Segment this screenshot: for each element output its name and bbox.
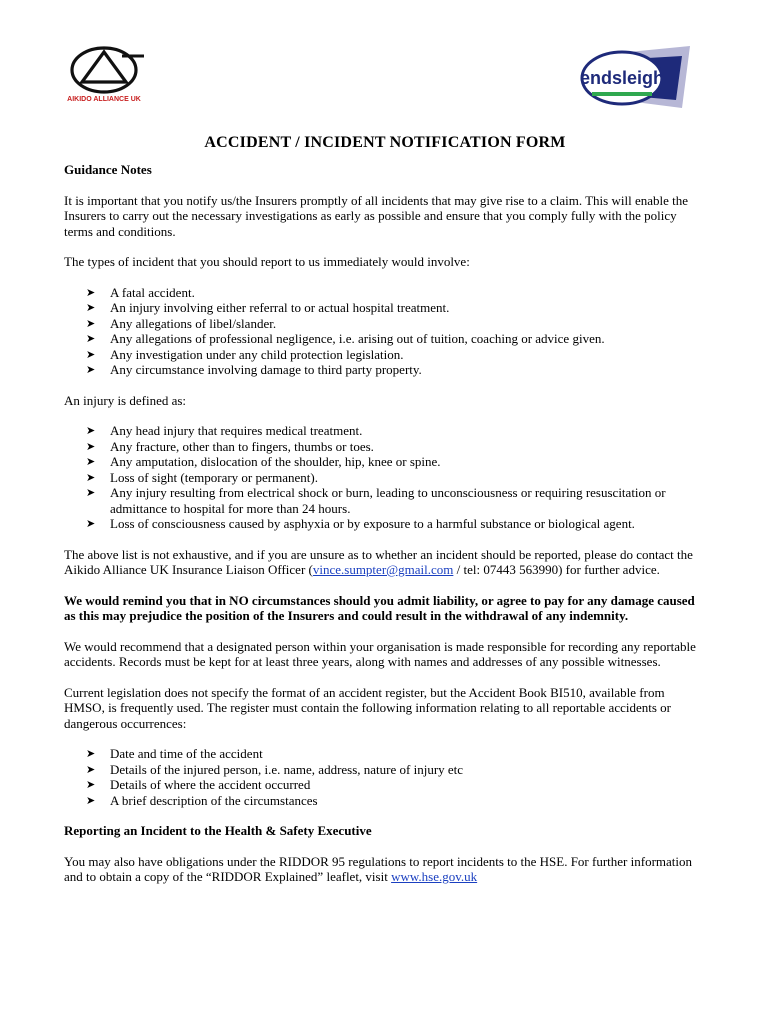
list-item: ➤ Any allegations of professional negligence, i.e. arising out of tuition, coaching or advice given. bbox=[86, 331, 605, 346]
arrow-bullet-icon: ➤ bbox=[86, 316, 96, 330]
liability-warning: We would remind you that in NO circumstances should you admit liability, or agree to pay for any damage caused as this may prejudice the position of the Insurers and could result in the withdrawal of any indemnity. bbox=[64, 592, 695, 623]
aikido-logo-graphic bbox=[64, 44, 150, 108]
arrow-bullet-icon: ➤ bbox=[86, 347, 96, 361]
list-item: ➤ Details of where the accident occurred bbox=[86, 777, 311, 792]
injury-intro: An injury is defined as: bbox=[64, 392, 187, 408]
arrow-bullet-icon: ➤ bbox=[86, 793, 96, 807]
arrow-bullet-icon: ➤ bbox=[86, 762, 96, 776]
list-item: ➤ Date and time of the accident bbox=[86, 746, 263, 761]
arrow-bullet-icon: ➤ bbox=[86, 470, 96, 484]
list-item: ➤ Any circumstance involving damage to third party property. bbox=[86, 362, 422, 377]
endsleigh-logo-graphic bbox=[578, 40, 694, 116]
form-title: ACCIDENT / INCIDENT NOTIFICATION FORM bbox=[204, 134, 566, 151]
aikido-logo-text: AIKIDO ALLIANCE UK bbox=[67, 96, 141, 103]
list-item: ➤ Any head injury that requires medical treatment. bbox=[86, 423, 363, 438]
incident-types-list bbox=[64, 285, 704, 378]
arrow-bullet-icon: ➤ bbox=[86, 332, 96, 345]
list-item: ➤ An injury involving either referral to or actual hospital treatment. bbox=[86, 300, 450, 315]
list-item: ➤ A fatal accident. bbox=[86, 284, 195, 300]
arrow-bullet-icon: ➤ bbox=[86, 747, 96, 760]
list-item: ➤ Any amputation, dislocation of the shoulder, hip, knee or spine. bbox=[86, 454, 441, 469]
list-item: ➤ Any investigation under any child protection legislation. bbox=[86, 346, 404, 362]
arrow-bullet-icon: ➤ bbox=[86, 517, 96, 530]
list-item: ➤ Loss of consciousness caused by asphyxia or by exposure to a harmful substance or biological agent. bbox=[86, 516, 635, 531]
list-item: ➤ A brief description of the circumstances bbox=[86, 792, 318, 808]
register-info-list bbox=[64, 746, 704, 808]
arrow-bullet-icon: ➤ bbox=[86, 363, 96, 376]
legislation-paragraph: Current legislation does not specify the format of an accident register, but the Accident Book BI510, available from HMSO, is frequently used. The register must contain the following information relating to all reportable accidents or dangerous occurrences: bbox=[64, 684, 671, 731]
hse-heading: Reporting an Incident to the Health & Safety Executive bbox=[64, 823, 372, 838]
hse-website-link[interactable]: www.hse.gov.uk bbox=[391, 869, 478, 884]
hse-paragraph: You may also have obligations under the RIDDOR 95 regulations to report incidents to the HSE. For further information and to obtain a copy of the “RIDDOR Explained” leaflet, visit www.hse.gov.uk bbox=[64, 853, 692, 884]
arrow-bullet-icon: ➤ bbox=[86, 486, 96, 499]
document-body bbox=[64, 162, 704, 900]
list-item: ➤ Any fracture, other than to fingers, thumbs or toes. bbox=[86, 438, 374, 454]
intro-paragraph: It is important that you notify us/the Insurers promptly of all incidents that may give rise to a claim. This will enable the Insurers to carry out the necessary investigations as early as possible and ensure that you comply fully with the policy terms and conditions. bbox=[64, 192, 688, 239]
not-exhaustive-paragraph: The above list is not exhaustive, and if you are unsure as to whether an incident should be reported, please do contact the Aikido Alliance UK Insurance Liaison Officer (vince.sumpter@gmail.com / tel: 07443 563990) for further advice. bbox=[64, 546, 693, 577]
list-item: ➤ Loss of sight (temporary or permanent). bbox=[86, 469, 318, 485]
arrow-bullet-icon: ➤ bbox=[86, 439, 96, 453]
types-intro: The types of incident that you should report to us immediately would involve: bbox=[64, 254, 470, 269]
endsleigh-logo bbox=[578, 40, 694, 116]
arrow-bullet-icon: ➤ bbox=[86, 778, 96, 791]
arrow-bullet-icon: ➤ bbox=[86, 285, 96, 299]
injury-definition-list bbox=[64, 423, 704, 532]
guidance-heading: Guidance Notes bbox=[64, 162, 152, 177]
arrow-bullet-icon: ➤ bbox=[86, 455, 96, 468]
recommend-paragraph: We would recommend that a designated person within your organisation is made responsible for recording any reportable accidents. Records must be kept for at least three years, along with names and addresses of any possible witnesses. bbox=[64, 638, 696, 669]
list-item: ➤ Any injury resulting from electrical shock or burn, leading to unconsciousness or requiring resuscitation or admittance to hospital for more than 24 hours. bbox=[86, 485, 666, 516]
endsleigh-logo-text: endsleigh bbox=[579, 68, 665, 88]
aikido-alliance-logo bbox=[64, 44, 150, 108]
liaison-email-link[interactable]: vince.sumpter@gmail.com bbox=[312, 562, 454, 577]
list-item: ➤ Any allegations of libel/slander. bbox=[86, 315, 277, 331]
arrow-bullet-icon: ➤ bbox=[86, 424, 96, 437]
arrow-bullet-icon: ➤ bbox=[86, 301, 96, 314]
list-item: ➤ Details of the injured person, i.e. name, address, nature of injury etc bbox=[86, 761, 464, 777]
